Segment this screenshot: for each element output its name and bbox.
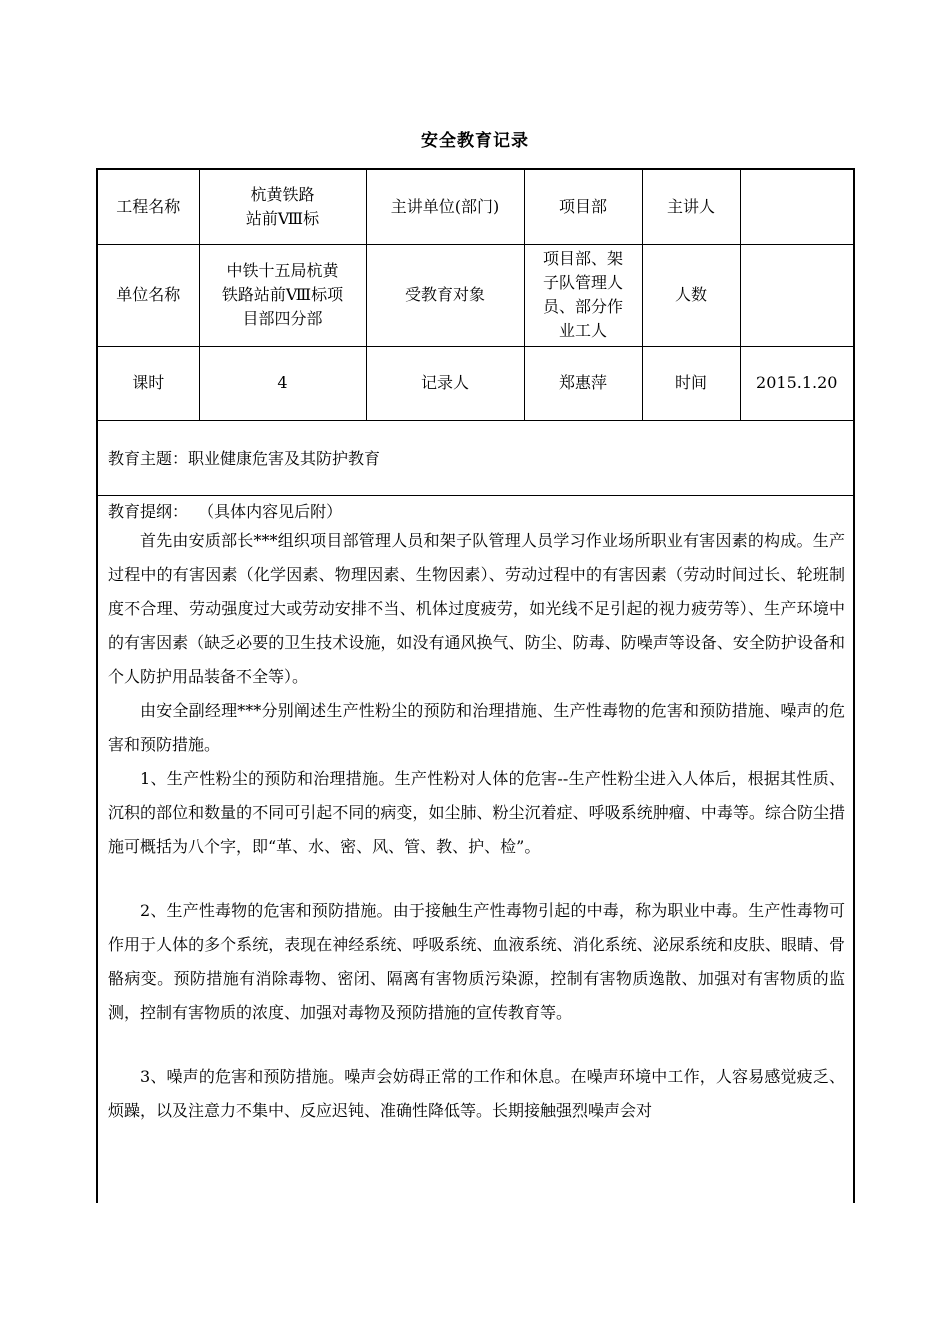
headcount-label: 人数 xyxy=(642,244,740,346)
lecture-unit-label: 主讲单位(部门) xyxy=(366,170,524,244)
info-table xyxy=(98,170,853,421)
outline-paragraph: 1、生产性粉尘的预防和治理措施。生产性粉对人体的危害--生产性粉尘进入人体后，根据其性质、沉积的部位和数量的不同可引起不同的病变，如尘肺、粉尘沉着症、呼吸系统肿瘤、中毒等。综合防尘措施可概括为八个字，即“革、水、密、风、管、教、护、检”。 xyxy=(108,768,845,856)
unit-name-label: 单位名称 xyxy=(98,244,199,346)
audience-value: 项目部、架 子队管理人 员、部分作 业工人 xyxy=(524,244,642,346)
lecture-unit-value: 项目部 xyxy=(524,170,642,244)
project-name-value: 杭黄铁路 站前Ⅷ标 xyxy=(199,170,366,244)
unit-name-value: 中铁十五局杭黄 铁路站前Ⅷ标项 目部四分部 xyxy=(199,244,366,346)
time-label: 时间 xyxy=(642,346,740,420)
headcount-value xyxy=(740,244,853,346)
outline-paragraph: 首先由安质部长***组织项目部管理人员和架子队管理人员学习作业场所职业有害因素的构成。生产过程中的有害因素（化学因素、物理因素、生物因素）、劳动过程中的有害因素（劳动时间过长、轮班制度不合理、劳动强度过大或劳动安排不当、机体过度疲劳，如光线不足引起的视力疲劳等）、生产环境中的有害因素（缺乏必要的卫生技术设施，如没有通风换气、防尘、防毒、防噪声等设备、安全防护设备和个人防护用品装备不全等）。 xyxy=(108,530,845,686)
time-value: 2015.1.20 xyxy=(740,346,853,420)
outline-paragraph: 3、噪声的危害和预防措施。噪声会妨碍正常的工作和休息。在噪声环境中工作，人容易感觉疲乏、烦躁，以及注意力不集中、反应迟钝、准确性降低等。长期接触强烈噪声会对 xyxy=(108,1066,845,1120)
hours-value: 4 xyxy=(199,346,366,420)
outline-paragraph: 2、生产性毒物的危害和预防措施。由于接触生产性毒物引起的中毒，称为职业中毒。生产性毒物可作用于人体的多个系统，表现在神经系统、呼吸系统、血液系统、消化系统、泌尿系统和皮肤、眼睛、骨骼病变。预防措施有消除毒物、密闭、隔离有害物质污染源，控制有害物质逸散、加强对有害物质的监测，控制有害物质的浓度、加强对毒物及预防措施的宣传教育等。 xyxy=(108,900,845,1022)
lecturer-label: 主讲人 xyxy=(642,170,740,244)
education-outline xyxy=(98,496,853,1128)
project-name-label: 工程名称 xyxy=(98,170,199,244)
recorder-label: 记录人 xyxy=(366,346,524,420)
education-topic: 教育主题：职业健康危害及其防护教育 xyxy=(98,421,853,496)
lecturer-value xyxy=(740,170,853,244)
outline-paragraph: 由安全副经理***分别阐述生产性粉尘的预防和治理措施、生产性毒物的危害和预防措施、噪声的危害和预防措施。 xyxy=(108,700,845,754)
recorder-value: 郑惠萍 xyxy=(524,346,642,420)
record-sheet xyxy=(96,168,855,1203)
hours-label: 课时 xyxy=(98,346,199,420)
outline-heading: 教育提纲： （具体内容见后附） xyxy=(108,501,343,521)
page-title: 安全教育记录 xyxy=(421,131,529,151)
audience-label: 受教育对象 xyxy=(366,244,524,346)
